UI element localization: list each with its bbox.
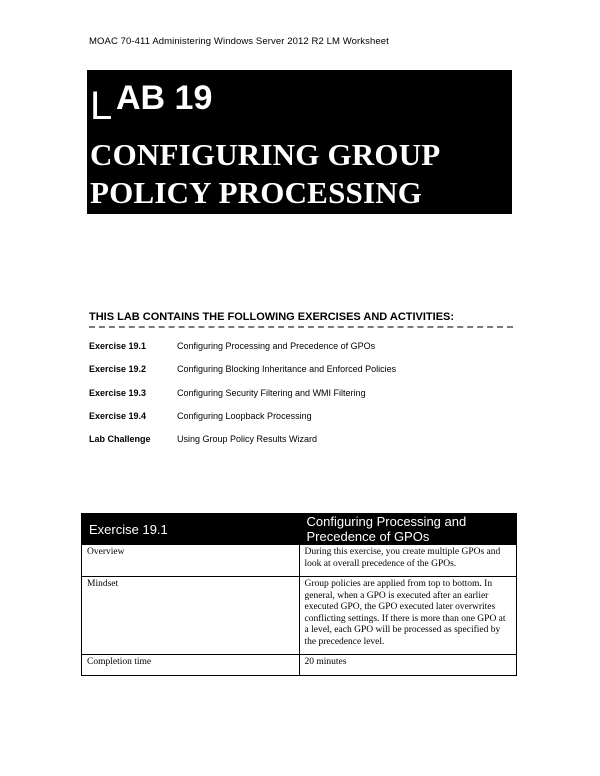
row-value: 20 minutes (299, 655, 517, 676)
exercise-id: Exercise 19.2 (89, 364, 147, 375)
exercise-title: Configuring Processing and Precedence of GPOs (177, 341, 376, 351)
page-header: MOAC 70-411 Administering Windows Server 2012 R2 LM Worksheet (89, 36, 389, 47)
lab-title (90, 136, 510, 212)
exercise-title: Configuring Security Filtering and WMI Filtering (177, 387, 366, 398)
table-header-id: Exercise 19.1 (82, 514, 300, 545)
lab-title-line-2: POLICY PROCESSING (90, 175, 423, 210)
list-item (89, 388, 513, 411)
table-row (82, 577, 517, 655)
exercise-id: Exercise 19.1 (89, 341, 147, 351)
exercise-list (89, 341, 513, 457)
list-item (89, 434, 513, 457)
contents-heading: THIS LAB CONTAINS THE FOLLOWING EXERCISES AND ACTIVITIES: (89, 311, 513, 328)
row-value: During this exercise, you create multiple GPOs and look at overall precedence of the GPOs. (299, 545, 517, 577)
exercise-summary-table (81, 513, 517, 676)
lab-title-line-1: CONFIGURING GROUP (90, 137, 441, 172)
list-item (89, 411, 513, 434)
exercise-id: Lab Challenge (89, 434, 151, 445)
table-header-row (82, 514, 517, 545)
row-label: Mindset (82, 577, 300, 655)
lab-title-block (87, 70, 512, 214)
table-row (82, 655, 517, 676)
exercise-title: Configuring Blocking Inheritance and Enforced Policies (177, 364, 397, 375)
exercise-id: Exercise 19.4 (89, 410, 147, 421)
row-label: Overview (82, 545, 300, 577)
lab-number-initial: L (90, 84, 113, 128)
exercise-title: Configuring Loopback Processing (177, 410, 312, 421)
lab-number-rest: AB 19 (116, 79, 213, 117)
row-label: Completion time (82, 655, 300, 676)
row-value: Group policies are applied from top to bottom. In general, when a GPO is executed after an earlier executed GPO, the GPO executed later overwrites conflicting settings. If there is more than one GPO at a level, each GPO will be processed as specified by the precedence level. (299, 577, 517, 655)
table-header-title: Configuring Processing and Precedence of GPOs (299, 514, 517, 545)
table-row (82, 545, 517, 577)
list-item (89, 341, 513, 364)
exercise-title: Using Group Policy Results Wizard (177, 434, 318, 445)
list-item (89, 364, 513, 387)
exercise-id: Exercise 19.3 (89, 387, 147, 398)
